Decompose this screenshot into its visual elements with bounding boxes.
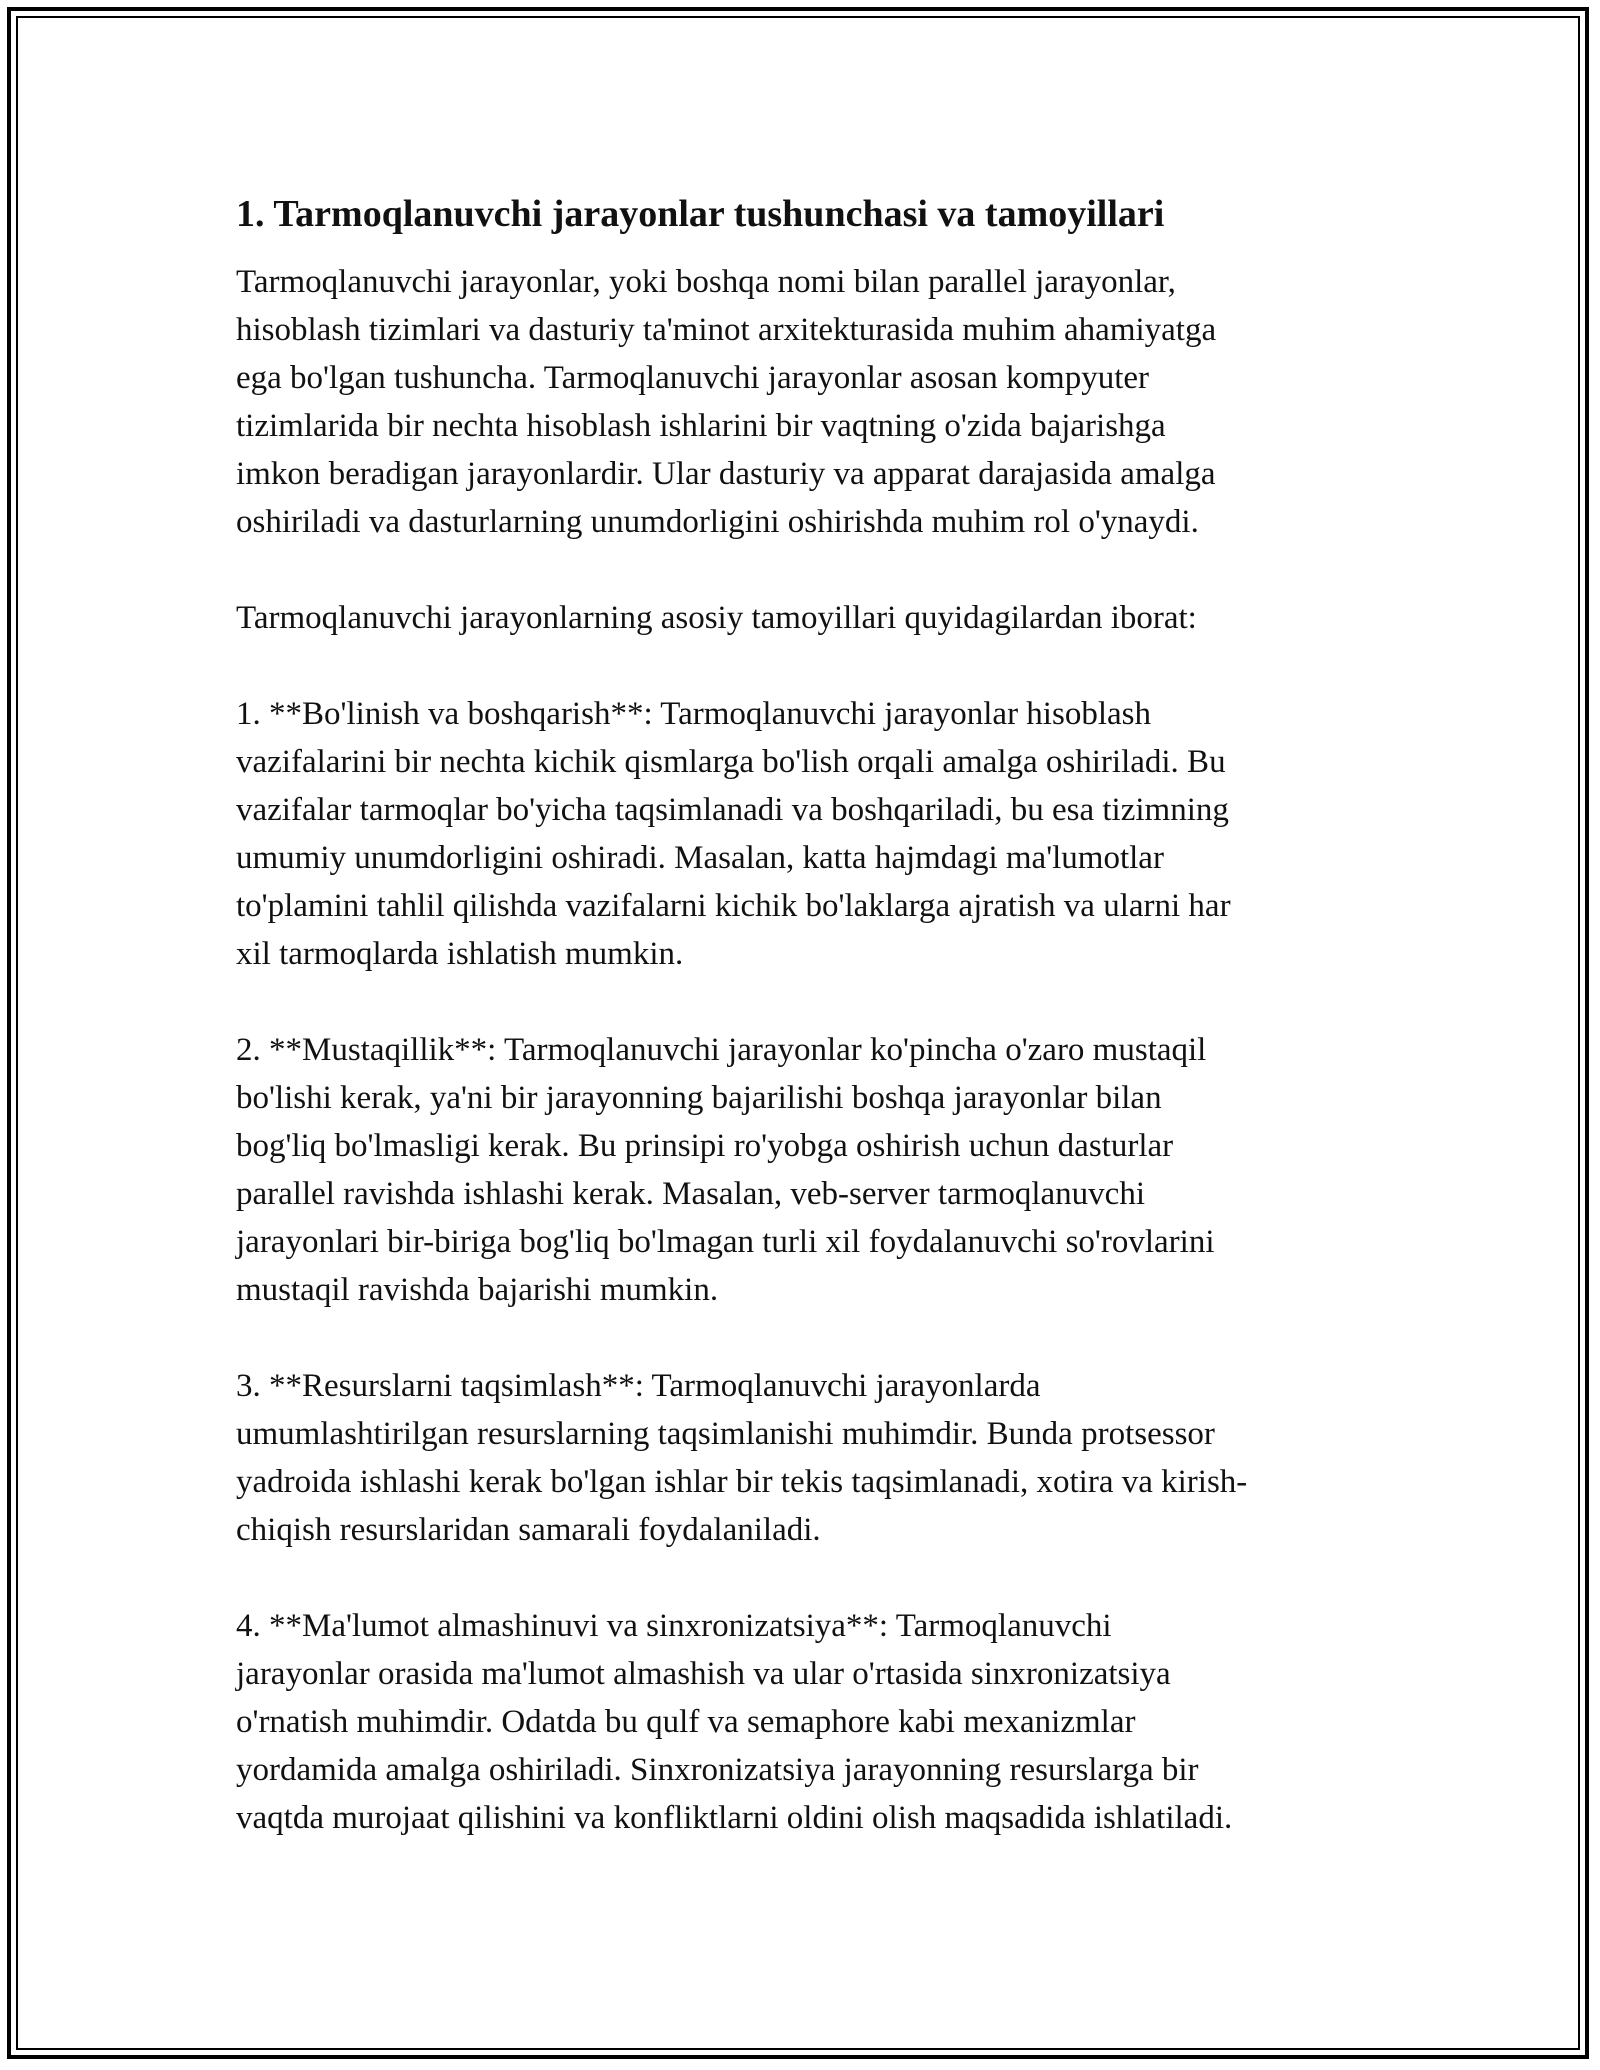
text-line: Tarmoqlanuvchi jarayonlarning asosiy tamoyillari quyidagilardan iborat:	[236, 600, 1197, 636]
text-line: xil tarmoqlarda ishlatish mumkin.	[236, 936, 684, 972]
list-item-1	[236, 690, 1376, 978]
document-body	[236, 190, 1376, 1890]
text-line: chiqish resurslaridan samarali foydalaniladi.	[236, 1512, 821, 1548]
text-line: bo'lishi kerak, ya'ni bir jarayonning bajarilishi boshqa jarayonlar bilan	[236, 1080, 1162, 1116]
text-line: parallel ravishda ishlashi kerak. Masalan, veb-server tarmoqlanuvchi	[236, 1176, 1145, 1212]
text-line: bog'liq bo'lmasligi kerak. Bu prinsipi ro'yobga oshirish uchun dasturlar	[236, 1128, 1174, 1164]
list-item-4	[236, 1602, 1376, 1842]
section-heading: 1. Tarmoqlanuvchi jarayonlar tushunchasi va tamoyillari	[236, 193, 1165, 235]
text-line: 4. **Ma'lumot almashinuvi va sinxronizatsiya**: Tarmoqlanuvchi	[236, 1608, 1112, 1644]
text-line: to'plamini tahlil qilishda vazifalarni kichik bo'laklarga ajratish va ularni har	[236, 888, 1231, 924]
text-line: Tarmoqlanuvchi jarayonlar, yoki boshqa nomi bilan parallel jarayonlar,	[236, 264, 1176, 300]
text-line: yadroida ishlashi kerak bo'lgan ishlar bir tekis taqsimlanadi, xotira va kirish-	[236, 1464, 1248, 1500]
text-line: umumiy unumdorligini oshiradi. Masalan, katta hajmdagi ma'lumotlar	[236, 840, 1164, 876]
paragraph-intro	[236, 258, 1376, 546]
text-line: 2. **Mustaqillik**: Tarmoqlanuvchi jarayonlar ko'pincha o'zaro mustaqil	[236, 1032, 1207, 1068]
text-line: ega bo'lgan tushuncha. Tarmoqlanuvchi jarayonlar asosan kompyuter	[236, 360, 1150, 396]
text-line: o'rnatish muhimdir. Odatda bu qulf va semaphore kabi mexanizmlar	[236, 1704, 1136, 1740]
text-line: oshiriladi va dasturlarning unumdorligini oshirishda muhim rol o'ynaydi.	[236, 504, 1199, 540]
text-line: vazifalarini bir nechta kichik qismlarga bo'lish orqali amalga oshiriladi. Bu	[236, 744, 1226, 780]
text-line: mustaqil ravishda bajarishi mumkin.	[236, 1272, 719, 1308]
text-line: yordamida amalga oshiriladi. Sinxronizatsiya jarayonning resurslarga bir	[236, 1752, 1199, 1788]
text-line: tizimlarida bir nechta hisoblash ishlarini bir vaqtning o'zida bajarishga	[236, 408, 1166, 444]
text-line: hisoblash tizimlari va dasturiy ta'minot arxitekturasida muhim ahamiyatga	[236, 312, 1217, 348]
text-line: 3. **Resurslarni taqsimlash**: Tarmoqlanuvchi jarayonlarda	[236, 1368, 1041, 1404]
text-line: umumlashtirilgan resurslarning taqsimlanishi muhimdir. Bunda protsessor	[236, 1416, 1215, 1452]
text-line: 1. **Bo'linish va boshqarish**: Tarmoqlanuvchi jarayonlar hisoblash	[236, 696, 1151, 732]
text-line: jarayonlari bir-biriga bog'liq bo'lmagan turli xil foydalanuvchi so'rovlarini	[236, 1224, 1215, 1260]
text-line: jarayonlar orasida ma'lumot almashish va ular o'rtasida sinxronizatsiya	[236, 1656, 1171, 1692]
text-line: imkon beradigan jarayonlardir. Ular dasturiy va apparat darajasida amalga	[236, 456, 1216, 492]
text-line: vazifalar tarmoqlar bo'yicha taqsimlanadi va boshqariladi, bu esa tizimning	[236, 792, 1229, 828]
paragraph-principles-intro	[236, 594, 1376, 642]
list-item-2	[236, 1026, 1376, 1314]
text-line: vaqtda murojaat qilishini va konfliktlarni oldini olish maqsadida ishlatiladi.	[236, 1800, 1233, 1836]
list-item-3	[236, 1362, 1376, 1554]
